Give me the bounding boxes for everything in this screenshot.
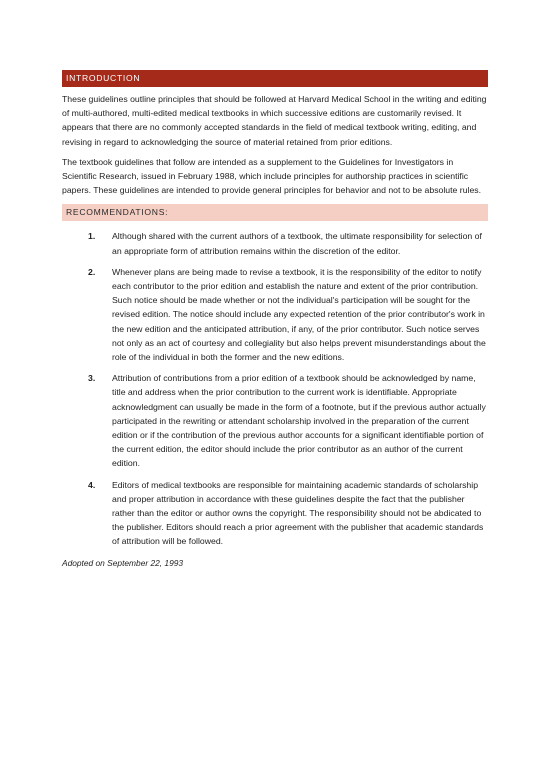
adoption-date-note: Adopted on September 22, 1993 (62, 557, 184, 568)
recommendations-heading: RECOMMENDATIONS: (62, 204, 488, 221)
recommendation-item (62, 229, 488, 257)
recommendation-item (62, 265, 488, 364)
recommendation-text: Whenever plans are being made to revise a textbook, it is the responsibility of the editor to notify each contributor to the prior edition and establish the nature and extent of the prior contribution. Such notice should be made whether or not the individual's participation will be sought for the revised edition. The notice should include any expected retention of the prior contributor's work in the new edition and the anticipated attribution, if any, of the prior contributor. Such notice serves not only as an act of courtesy and collegiality but also helps prevent misunderstandings about the role of the individual in both the former and the new editions. (112, 266, 486, 363)
introduction-heading: INTRODUCTION (62, 70, 488, 87)
recommendations-list (62, 229, 488, 548)
recommendation-item (62, 371, 488, 470)
recommendation-number: 2. (88, 266, 96, 277)
recommendation-number: 4. (88, 479, 96, 490)
recommendation-number: 3. (88, 373, 96, 384)
recommendation-text: Attribution of contributions from a prior edition of a textbook should be acknowledged by name, title and address when the prior contribution to the current work is identifiable. Appropriate acknowledgment can usually be made in the form of a footnote, but if the previous author actually participated in the rewriting or attendant scholarship involved in the preparation of the current edition or if the contribution of the previous author accounts for a significant identifiable portion of the current edition, the editor should include the prior contributor as an author of the current edition. (112, 373, 486, 469)
recommendation-number: 1. (88, 231, 96, 242)
recommendation-text: Editors of medical textbooks are responsible for maintaining academic standards of scholarship and proper attribution in accordance with these guidelines despite the fact that the publisher rather than the editor or author owns the copyright. The responsibility should not be abdicated to the publisher. Editors should reach a prior agreement with the publisher that academic standards of attribution will be followed. (112, 479, 484, 547)
recommendations-section (62, 204, 488, 221)
recommendation-item (62, 478, 488, 549)
intro-paragraph-2: The textbook guidelines that follow are intended as a supplement to the Guidelines for Investigators in Scientific Research, issued in February 1988, which include principles for authorship practices in scientific papers. These guidelines are intended to provide general principles for behavior and not to be absolute rules. (62, 156, 482, 196)
intro-paragraph-1: These guidelines outline principles that should be followed at Harvard Medical School in the writing and editing of multi-authored, multi-edited medical textbooks in which successive editions are customarily revised. It appears that there are no commonly accepted standards in the field of medical textbook writing, editing, and revising in regard to acknowledging the source of material retained from prior editions. (62, 94, 487, 147)
document-page (62, 70, 488, 570)
recommendation-text: Although shared with the current authors of a textbook, the ultimate responsibility for selection of an appropriate form of attribution remains within the discretion of the editor. (112, 231, 482, 256)
